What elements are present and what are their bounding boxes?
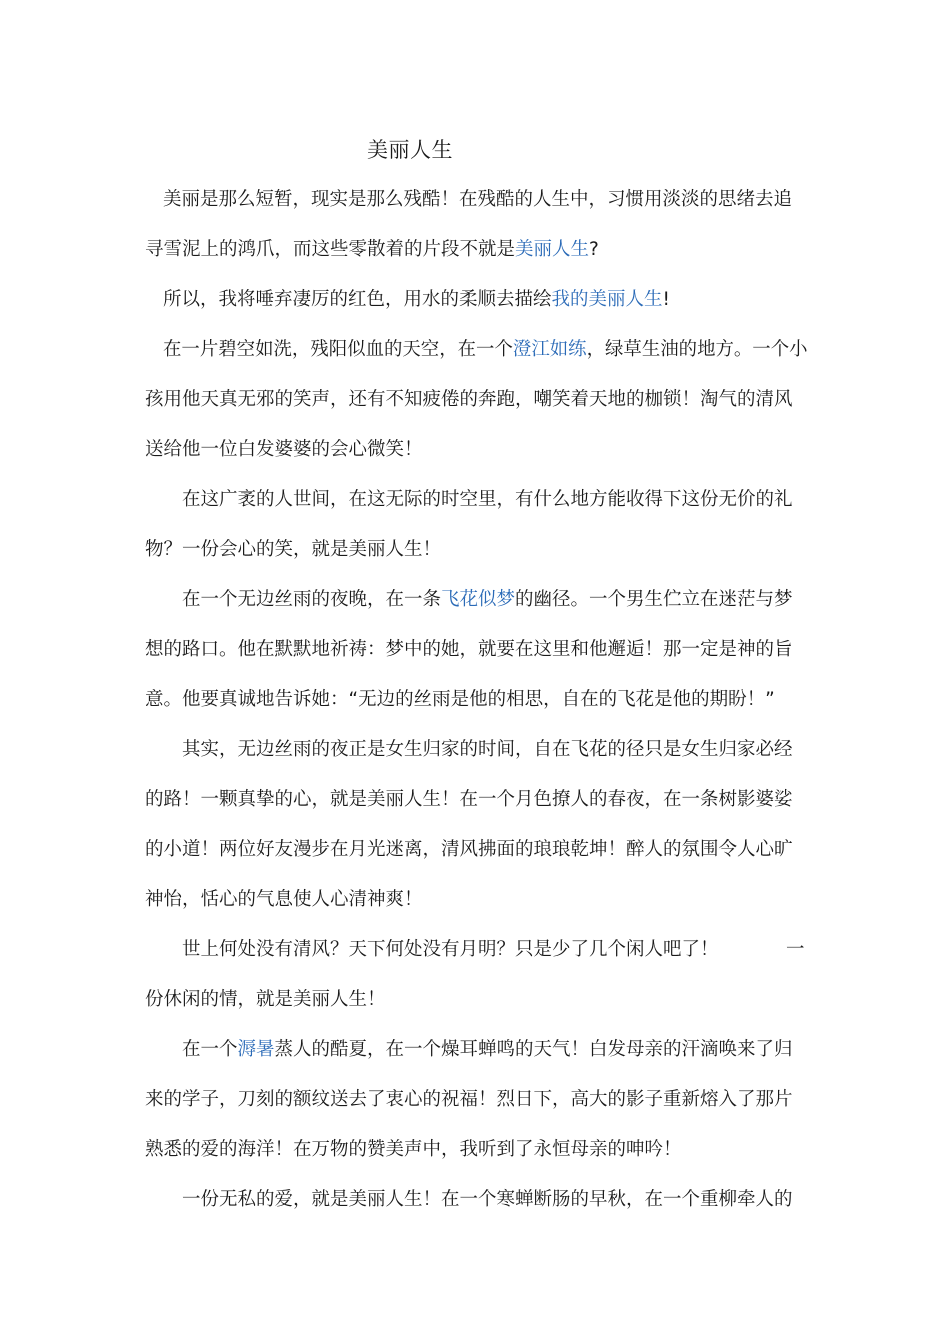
- text-segment: 寻雪泥上的鸿爪，而这些零散着的片段不就是: [145, 239, 516, 260]
- paragraph-4-line-1: 在这广袤的人世间，在这无际的时空里，有什么地方能收得下这份无价的礼: [182, 489, 793, 510]
- paragraph-6-line-4: 神怡，恬心的气息使人心清神爽！: [145, 889, 423, 910]
- paragraph-3-line-1: [163, 335, 808, 365]
- paragraph-1-line-2: [145, 235, 599, 265]
- paragraph-6-line-1: 其实，无边丝雨的夜正是女生归家的时间，自在飞花的径只是女生归家必经: [182, 739, 793, 760]
- paragraph-9-line-1: 一份无私的爱，就是美丽人生！在一个寒蝉断肠的早秋，在一个重柳牵人的: [182, 1189, 793, 1210]
- document-title: 美丽人生: [367, 138, 453, 162]
- paragraph-7-trailing-char: 一: [786, 939, 805, 960]
- paragraph-5-line-3: 意。他要真诚地告诉她：“无边的丝雨是他的相思，自在的飞花是他的期盼！”: [145, 689, 775, 710]
- text-segment: 的幽径。一个男生伫立在迷茫与梦: [515, 589, 793, 610]
- paragraph-7-line-2: 份休闲的情，就是美丽人生！: [145, 989, 386, 1010]
- paragraph-5-line-1: [182, 585, 793, 615]
- text-segment: ?: [589, 239, 599, 260]
- paragraph-5-line-2: 想的路口。他在默默地祈祷：梦中的她，就要在这里和他邂逅！那一定是神的旨: [145, 639, 793, 660]
- paragraph-3-line-3: 送给他一位白发婆婆的会心微笑！: [145, 439, 423, 460]
- paragraph-8-line-3: 熟悉的爱的海洋！在万物的赞美声中，我听到了永恒母亲的呻吟！: [145, 1139, 682, 1160]
- text-segment: 所以，我将唾弃凄厉的红色，用水的柔顺去描绘: [163, 289, 552, 310]
- text-segment: 蒸人的酷夏，在一个燥耳蝉鸣的天气！白发母亲的汗滴唤来了归: [274, 1039, 793, 1060]
- paragraph-6-line-3: 的小道！两位好友漫步在月光迷离，清风拂面的琅琅乾坤！醉人的氛围令人心旷: [145, 839, 793, 860]
- text-segment: 在一片碧空如洗，残阳似血的天空，在一个: [163, 339, 513, 360]
- link-rushu[interactable]: 溽暑: [237, 1039, 275, 1060]
- text-segment: 在一个: [182, 1039, 238, 1060]
- text-segment: ，绿草生油的地方。一个小: [586, 339, 808, 360]
- paragraph-2-line-1: [163, 285, 670, 315]
- paragraph-3-line-2: 孩用他天真无邪的笑声，还有不知疲倦的奔跑，嘲笑着天地的枷锁！淘气的清风: [145, 389, 793, 410]
- paragraph-8-line-1: [182, 1035, 793, 1065]
- text-segment: !: [662, 289, 670, 310]
- text-segment: 在一个无边丝雨的夜晚，在一条: [182, 589, 442, 610]
- link-chengjiang-rulian[interactable]: 澄江如练: [512, 339, 587, 360]
- paragraph-4-line-2: 物？一份会心的笑，就是美丽人生！: [145, 539, 442, 560]
- link-feihua-simeng[interactable]: 飞花似梦: [441, 589, 516, 610]
- link-my-beautiful-life[interactable]: 我的美丽人生: [551, 289, 663, 310]
- paragraph-8-line-2: 来的学子，刀刻的额纹送去了衷心的祝福！烈日下，高大的影子重新熔入了那片: [145, 1089, 793, 1110]
- paragraph-1-line-1: 美丽是那么短暂，现实是那么残酷！在残酷的人生中，习惯用淡淡的思绪去追: [163, 189, 793, 210]
- paragraph-7-line-1: 世上何处没有清风？天下何处没有月明？只是少了几个闲人吧了！: [182, 939, 719, 960]
- paragraph-6-line-2: 的路！一颗真挚的心，就是美丽人生！在一个月色撩人的春夜，在一条树影婆娑: [145, 789, 793, 810]
- link-beautiful-life[interactable]: 美丽人生: [515, 239, 590, 260]
